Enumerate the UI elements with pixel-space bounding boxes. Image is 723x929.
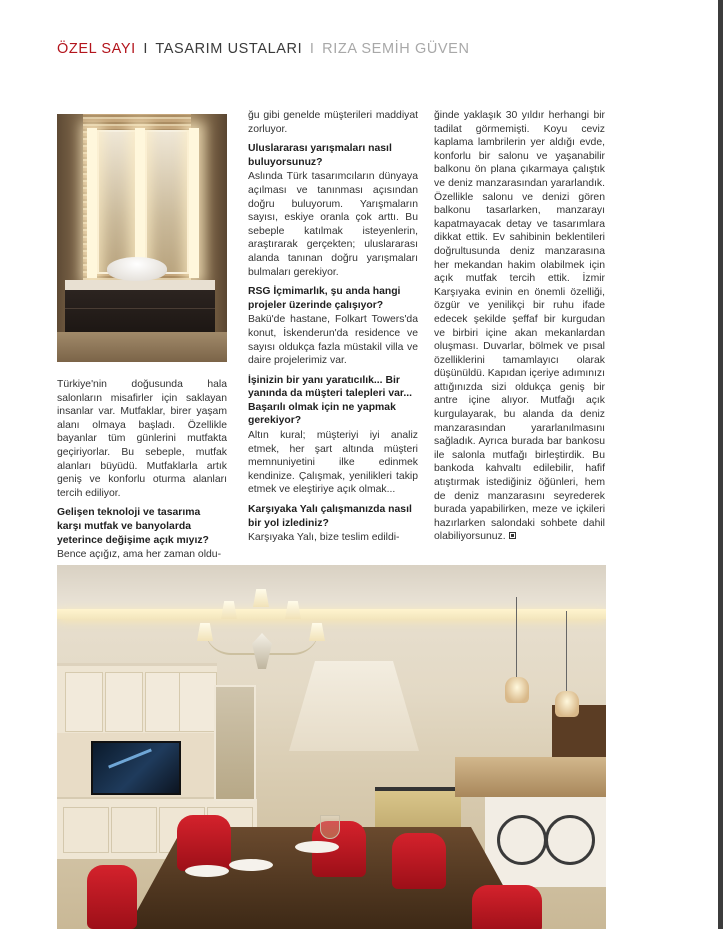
chandelier: [197, 575, 327, 670]
header-section-title: TASARIM USTALARI: [155, 41, 303, 57]
interview-question: Uluslararası yarışmaları nasıl buluyorsunuz?: [248, 143, 392, 168]
article-column-2: [248, 109, 418, 551]
interview-question: Karşıyaka Yalı çalışmanızda nasıl bir yol izlediniz?: [248, 504, 412, 529]
article-paragraph: ğinde yaklaşık 30 yıldır herhangi bir tadilat görmemişti. Koyu ceviz kaplama lambrilerin yer aldığı evde, konforlu bir salonu ve yaşanabilir balkonu ön plana çıkarmaya çalıştık ve deniz manzarasından yararlandık. Özellikle salonu ve denizi gören balkonu tasarlarken, manzarayı kapatmayacak detay ve tasarımlara dikkat ettik. Ev sahibinin beklentileri doğrultusunda deniz manzarasına her mekandan hakim olabilmek için açık mutfak tercih ettik. İzmir Karşıyaka evinin en önemli özelliği, özgür ve yenilikçi bir ruhu ifade edecek şekilde şeffaf bir kurgudan ve birbiri içine akan mekanlardan oluşması. Duvarlar, bölmek ve pısal özelliklerini tamamlayıcı olarak düşünüldü. Kapıdan içeriye adımınızı attığınızda sizi oldukça geniş bir antre içine alıyor. Mutfağı açık kurgulayarak, bu alanda da deniz manzarasından yararlanılmasını sağladık. Ayrıca burada bar bankosu ile salonla mutfağı birleştirdik. Bu bankoda kahvaltı edilebilir, hafif atıştırmak istediğiniz öğünleri, hem de deniz manzarasını seyrederek burada yapabilirken, meze ve içkileri hazırlarken salondaki sohbete dahil olabiliyorsunuz.: [434, 110, 605, 543]
header-special-issue: ÖZEL SAYI: [57, 41, 136, 57]
bathroom-photo: [57, 114, 227, 362]
section-header: [57, 41, 470, 57]
page-edge-strip: [718, 0, 723, 929]
header-separator: I: [143, 41, 149, 57]
article-paragraph: Bence açığız, ama her zaman oldu-: [57, 549, 222, 561]
interview-question: İşinizin bir yanı yaratıcılık... Bir yanında da müşteri talepleri var... Başarılı olmak için ne yapmak gerekiyor?: [248, 374, 413, 427]
header-separator: I: [309, 41, 315, 57]
article-paragraph: Altın kural; müşteriyi iyi analiz etmek, her şart altında müşteri memnuniyetini ilke edinmek kendinize. Çalışmak, yenilikleri takip etmek ve eleştiriye açık olmak...: [248, 430, 418, 496]
interview-question: Gelişen teknoloji ve tasarıma karşı mutfak ve banyolarda yeterince değişime açık mıyız?: [57, 507, 209, 546]
article-paragraph: Karşıyaka Yalı, bize teslim edildi-: [248, 532, 400, 544]
article-column-1: [57, 378, 227, 568]
header-designer-name: RIZA SEMİH GÜVEN: [322, 41, 470, 57]
tv-screen: [91, 741, 181, 795]
interview-question: RSG İçmimarlık, şu anda hangi projeler üzerinde çalışıyor?: [248, 286, 401, 311]
article-column-3: [434, 109, 605, 550]
kitchen-dining-photo: [57, 565, 606, 929]
article-paragraph: Bakü'de hastane, Folkart Towers'da konut, İskenderun'da residence ve sayısı oldukça fazla müstakil villa ve daire projelerimiz var.: [248, 314, 418, 367]
end-square-icon: [509, 532, 516, 539]
article-paragraph: ğu gibi genelde müşterileri maddiyat zorluyor.: [248, 110, 418, 135]
article-paragraph: Türkiye'nin doğusunda hala salonların misafirler için saklayan insanlar var. Mutfaklar, birer yaşam alanı olmaya başladı. Özellikle bayanlar tüm günlerini mutfakta geçiriyorlar. Bu sebeple, mutfak alanları büyüdü. Mutfaklarla artık geniş ve konforlu oturma alanları tercih ediliyor.: [57, 379, 227, 499]
article-paragraph: Aslında Türk tasarımcıların dünyaya açılması ve tanınması açısından doğru buluyorum. Yarışmaların sayısı, eskiye oranla çok arttı. Bu sebeple katılmak isteyenlerin, araştırarak gerçekten; uluslararası alanda tanınan doğru yarışmaları bulmaları gerekiyor.: [248, 171, 418, 278]
